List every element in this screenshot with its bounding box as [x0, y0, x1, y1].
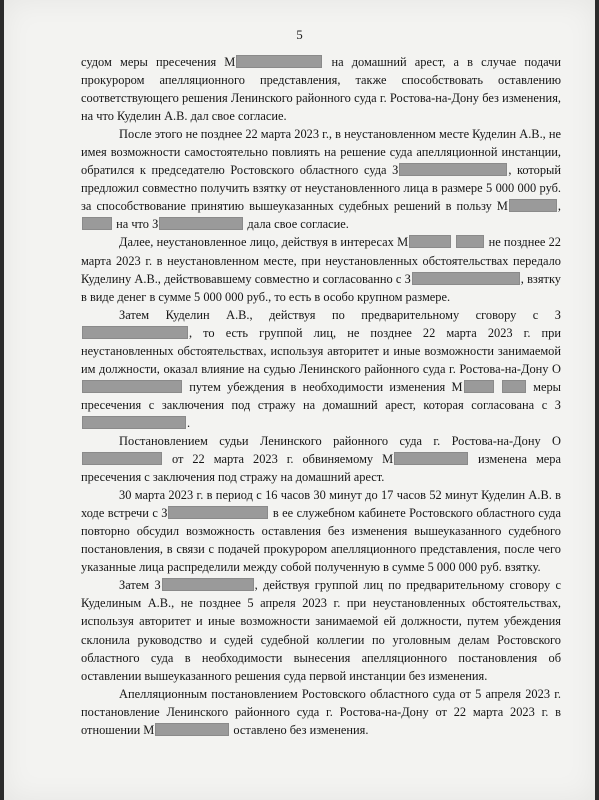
paragraph-text: Апелляционным постановлением Ростовского областного суда от 5 апреля 2023 г. постановление Ленинского районного суда г. Ростова-на-Дону от 22 марта 2023 г. в отношении М — [81, 686, 561, 737]
paragraph-text: Затем Куделин А.В., действуя по предварительному сговору с З — [119, 307, 561, 322]
redaction-box — [399, 163, 507, 176]
paragraph — [81, 486, 561, 576]
paragraph — [81, 233, 561, 305]
page-number: 5 — [296, 27, 303, 42]
paragraph-text: Далее, неустановленное лицо, действуя в интересах М — [119, 235, 409, 250]
paragraph-text: , который предложил совместно получить взятку от неустановленного лица в размере 5 000 000 руб. за способствование принятию вышеуказанных судебных решений в пользу М — [81, 163, 562, 214]
paragraph-text: на что З — [113, 217, 159, 232]
redaction-box — [82, 217, 112, 230]
paragraph-text: , действуя группой лиц по предварительному сговору с Куделиным А.В., не позднее 5 апреля 2023 г. при неустановленных обстоятельствах, используя авторитет и иные возможности занимаемой ей должности, путем убеждения склонила руководство и судей судебной коллегии по уголовным делам Ростовского областного суда в необходимости вынесения апелляционного постановления об оставлении вышеуказанного решения суда первой инстанции без изменения. — [81, 578, 561, 683]
paragraph-text: Постановлением судьи Ленинского районного суда г. Ростова-на-Дону О — [119, 433, 561, 448]
paragraph-text — [452, 235, 455, 249]
paragraph-text: Затем З — [119, 578, 161, 593]
redaction-box — [168, 506, 268, 519]
redaction-box — [502, 380, 526, 393]
redaction-box — [162, 578, 254, 591]
paragraph — [81, 306, 561, 432]
redaction-box — [82, 380, 182, 393]
redaction-box — [236, 55, 322, 68]
paragraph-text — [495, 380, 501, 394]
paragraph-text: , взятку в виде денег в сумме 5 000 000 руб., то есть в особо крупном размере. — [81, 271, 561, 304]
paragraph-text: дала свое согласие. — [244, 217, 349, 232]
paragraph — [81, 576, 561, 684]
paragraph-text: не позднее 22 марта 2023 г. в неустановленном месте, при неустановленных обстоятельствах передало Куделину А.В., действовавшему совместно и согласованно с З — [81, 235, 561, 286]
paragraph-text: путем убеждения в необходимости изменения М — [183, 379, 463, 394]
redaction-box — [394, 452, 468, 465]
paragraph — [81, 53, 561, 125]
redaction-box — [159, 217, 243, 230]
paragraph-text: оставлено без изменения. — [230, 722, 369, 737]
paragraph-text: меры пресечения с заключения под стражу на домашний арест, которая согласована с З — [81, 379, 561, 412]
redaction-box — [82, 326, 188, 339]
document-page — [4, 0, 595, 800]
redaction-box — [155, 723, 229, 736]
paragraph-text: После этого не позднее 22 марта 2023 г., в неустановленном месте Куделин А.В., не имея возможности самостоятельно повлиять на решение суда апелляционной инстанции, обратился к председателю Ростовского областного суда З — [81, 127, 561, 178]
redaction-box — [464, 380, 494, 393]
document-body — [81, 53, 561, 739]
paragraph-text: , то есть группой лиц, не позднее 22 марта 2023 г. при неустановленных обстоятельствах, используя авторитет и иные возможности занимаемой им должности, оказал влияние на судью Ленинского районного суда г. Ростова-на-Дону О — [81, 325, 561, 376]
paragraph — [81, 432, 561, 486]
paragraph — [81, 125, 561, 233]
paragraph — [81, 685, 561, 739]
redaction-box — [412, 272, 520, 285]
paragraph-text: , — [557, 199, 561, 214]
redaction-box — [82, 452, 162, 465]
paragraph-text: в ее служебном кабинете Ростовского областного суда повторно обсудил возможность оставления без изменения вышеуказанного судебного постановления, в связи с подачей прокурором апелляционного представления, после чего указанные лица распределили между собой полученную в сумме 5 000 000 руб. взятку. — [81, 506, 561, 575]
redaction-box — [409, 235, 451, 248]
paragraph-text: на домашний арест, а в случае подачи прокурором апелляционного представления, также способствовать оставлению соответствующего решения Ленинского районного суда г. Ростова-на-Дону без изменения, на что Куделин А.В. дал свое согласие. — [81, 55, 562, 124]
paragraph-text: изменена мера пресечения с заключения под стражу на домашний арест. — [81, 452, 561, 485]
paragraph-text: судом меры пресечения М — [81, 55, 236, 69]
redaction-box — [456, 235, 484, 248]
redaction-box — [509, 199, 557, 212]
paragraph-text: 30 марта 2023 г. в период с 16 часов 30 минут до 17 часов 52 минут Куделин А.В. в ходе встречи с З — [81, 488, 561, 521]
paragraph-text: . — [187, 415, 191, 430]
paragraph-text: от 22 марта 2023 г. обвиняемому М — [163, 452, 394, 467]
redaction-box — [82, 416, 186, 429]
